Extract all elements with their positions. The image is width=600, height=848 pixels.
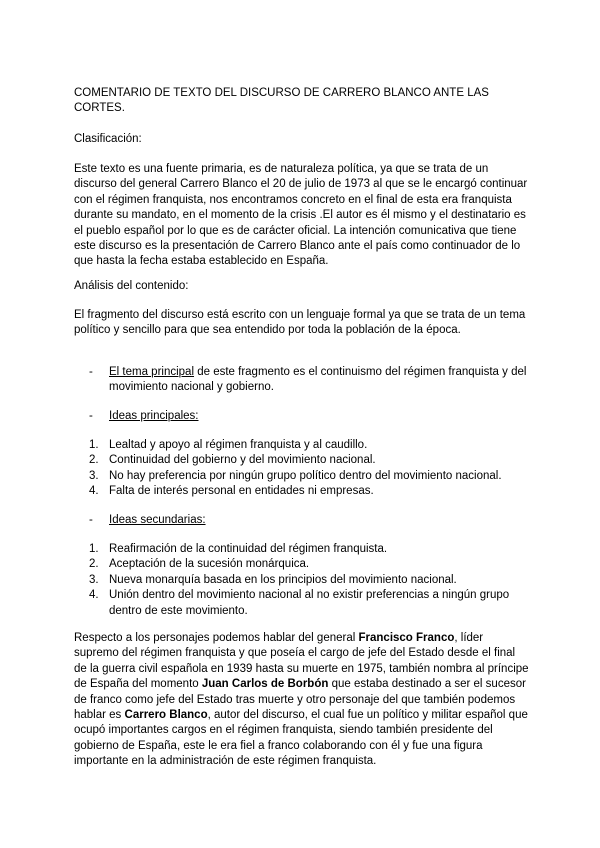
document-title: COMENTARIO DE TEXTO DEL DISCURSO DE CARRERO BLANCO ANTE LAS CORTES. [74, 87, 489, 115]
list-number: 2. [89, 454, 99, 467]
list-item [89, 573, 529, 588]
bold-name-carrero-blanco: Carrero Blanco [124, 709, 208, 722]
list-number: 2. [89, 558, 99, 571]
list-item-text: Aceptación de la sucesión monárquica. [109, 558, 310, 571]
main-ideas-list [89, 438, 529, 500]
main-theme-label: El tema principal [109, 366, 195, 378]
list-number: 4. [89, 589, 99, 602]
main-ideas-bullet [89, 409, 529, 424]
main-theme-text [109, 365, 529, 396]
bullet-dash: - [89, 366, 93, 378]
list-item-text: Continuidad del gobierno y del movimiento nacional. [109, 454, 376, 467]
content-analysis-heading: Análisis del contenido: [74, 280, 189, 292]
list-item-text: Reafirmación de la continuidad del régimen franquista. [109, 543, 388, 555]
list-number: 4. [89, 485, 99, 498]
secondary-ideas-bullet [89, 513, 529, 528]
paragraph-text: que estaba destinado a ser el sucesor de franco como jefe del Estado tras muerte y otro personaje del que también podemos hablar es [74, 678, 526, 722]
list-item-text: No hay preferencia por ningún grupo político dentro del movimiento nacional. [109, 469, 502, 482]
list-item-text: Falta de interés personal en entidades ni empresas. [109, 485, 374, 498]
list-number: 1. [89, 439, 99, 451]
list-item-text: Unión dentro del movimiento nacional al no existir preferencias a ningún grupo dentro de este movimiento. [109, 589, 510, 617]
main-theme-description: de este fragmento es el continuismo del régimen franquista y del movimiento nacional y gobierno. [109, 366, 527, 394]
characters-paragraph [74, 631, 529, 770]
list-number: 3. [89, 469, 99, 482]
list-item [89, 438, 529, 453]
bold-name-juan-carlos: Juan Carlos de Borbón [201, 678, 329, 691]
list-item [89, 542, 529, 557]
list-item [89, 588, 529, 619]
bullet-dash: - [89, 410, 93, 422]
list-item [89, 469, 529, 484]
paragraph-text: , autor del discurso, el cual fue un político y militar español que ocupó importantes cargos en el régimen franquista, siendo también presidente del gobierno de España, este le era fiel a franco colaborando con él y fue una figura importante en la administración de este régimen franquista. [74, 709, 528, 768]
classification-heading: Clasificación: [74, 133, 142, 145]
secondary-ideas-label: Ideas secundarias: [109, 514, 206, 526]
list-item [89, 557, 529, 572]
list-item [89, 453, 529, 468]
list-item-text: Nueva monarquía basada en los principios del movimiento nacional. [109, 573, 457, 586]
main-theme-bullet [89, 365, 529, 396]
classification-paragraph: Este texto es una fuente primaria, es de naturaleza política, ya que se trata de un discurso del general Carrero Blanco el 20 de julio de 1973 al que se le encargó continuar con el régimen franquista, nos encontramos concreto en el final de esta era franquista durante su mandato, en el momento de la crisis .El autor es él mismo y el destinatario es el pueblo español por lo que es de carácter oficial. La intención comunicativa que tiene este discurso es la presentación de Carrero Blanco ante el país como continuador de lo que hasta la fecha estaba establecido en España. [74, 163, 528, 268]
main-ideas-label: Ideas principales: [109, 410, 199, 422]
content-analysis-paragraph: El fragmento del discurso está escrito con un lenguaje formal ya que se trata de un tema político y sencillo para que sea entendido por toda la población de la época. [74, 309, 526, 337]
secondary-ideas-list [89, 542, 529, 619]
bullet-dash: - [89, 514, 93, 526]
paragraph-text: Respecto a los personajes podemos hablar del general [74, 632, 359, 644]
list-number: 3. [89, 573, 99, 586]
list-number: 1. [89, 543, 99, 555]
list-item [89, 484, 529, 499]
bold-name-franco: Francisco Franco [358, 632, 455, 644]
list-item-text: Lealtad y apoyo al régimen franquista y al caudillo. [109, 439, 368, 451]
paragraph-text: , líder supremo del régimen franquista y que poseía el cargo de jefe del Estado desde el final de la guerra civil española en 1939 hasta su muerte en 1975, también nombra al príncipe de España del momento [74, 632, 529, 691]
